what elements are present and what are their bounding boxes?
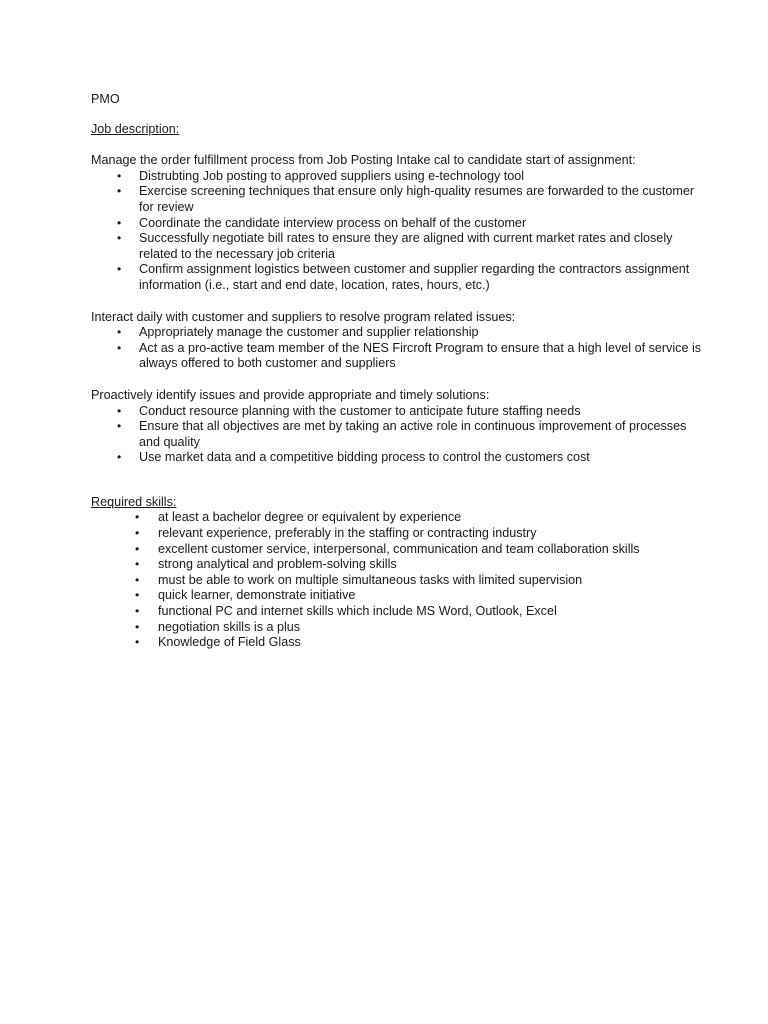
list-item-text: quick learner, demonstrate initiative <box>158 588 356 603</box>
bullet-icon: • <box>135 557 140 572</box>
list-item <box>91 325 708 341</box>
list-item-text: negotiation skills is a plus <box>158 619 301 634</box>
list-item-text: Conduct resource planning with the customer to anticipate future staffing needs <box>139 403 581 418</box>
bullet-icon: • <box>117 325 122 340</box>
list-item-text: Knowledge of Field Glass <box>158 635 301 650</box>
list-item <box>91 620 708 636</box>
list-item-text: at least a bachelor degree or equivalent by experience <box>158 510 462 525</box>
list-item-text: excellent customer service, interpersonal, communication and team collaboration skills <box>158 541 640 556</box>
bullet-icon: • <box>135 572 140 587</box>
list-item <box>91 169 708 185</box>
list-item-text: Use market data and a competitive bidding process to control the customers cost <box>139 450 590 465</box>
section-order-fulfillment <box>91 153 708 293</box>
bullet-icon: • <box>117 262 122 277</box>
required-skills-heading: Required skills: <box>91 494 177 509</box>
section-proactive-solutions <box>91 388 708 466</box>
job-description-heading: Job description: <box>91 121 180 136</box>
list-item-text: must be able to work on multiple simultaneous tasks with limited supervision <box>158 572 583 587</box>
list-item <box>91 573 708 589</box>
list-item <box>91 231 708 262</box>
list-item-text: Act as a pro-active team member of the NES Fircroft Program to ensure that a high level of service is always offered to both customer and suppliers <box>139 340 702 371</box>
list-item-text: Exercise screening techniques that ensure only high-quality resumes are forwarded to the customer for review <box>139 184 695 214</box>
bullet-icon: • <box>135 541 140 556</box>
list-item <box>91 216 708 232</box>
section-intro: Interact daily with customer and suppliers to resolve program related issues: <box>91 309 516 324</box>
bullet-icon: • <box>135 635 140 650</box>
bullet-icon: • <box>117 403 122 418</box>
section-intro: Manage the order fulfillment process from Job Posting Intake cal to candidate start of assignment: <box>91 153 636 168</box>
bullet-icon: • <box>135 619 140 634</box>
bullet-icon: • <box>117 231 122 246</box>
section-daily-interaction <box>91 310 708 372</box>
list-item-text: Ensure that all objectives are met by taking an active role in continuous improvement of processes and quality <box>139 419 687 449</box>
document-title: PMO <box>91 92 120 106</box>
list-item <box>91 419 708 450</box>
list-item-text: relevant experience, preferably in the staffing or contracting industry <box>158 526 537 541</box>
list-item-text: Successfully negotiate bill rates to ensure they are aligned with current market rates and closely related to the necessary job criteria <box>139 231 673 261</box>
bullet-icon: • <box>117 419 122 434</box>
list-item <box>91 526 708 542</box>
bullet-icon: • <box>117 215 122 230</box>
list-item <box>91 588 708 604</box>
list-item-text: Distrubting Job posting to approved suppliers using e-technology tool <box>139 168 525 183</box>
bullet-list <box>91 325 708 372</box>
list-item-text: Coordinate the candidate interview process on behalf of the customer <box>139 215 527 230</box>
section-intro: Proactively identify issues and provide appropriate and timely solutions: <box>91 387 490 402</box>
list-item <box>91 604 708 620</box>
bullet-icon: • <box>117 340 122 355</box>
section-required-skills <box>91 495 708 651</box>
list-item <box>91 510 708 526</box>
bullet-icon: • <box>117 450 122 465</box>
list-item-text: Confirm assignment logistics between customer and supplier regarding the contractors assignment information (i.e., start and end date, location, rates, hours, etc.) <box>139 262 690 292</box>
list-item-text: Appropriately manage the customer and supplier relationship <box>139 325 479 340</box>
bullet-list <box>91 169 708 294</box>
bullet-icon: • <box>135 510 140 525</box>
list-item <box>91 557 708 573</box>
list-item <box>91 450 708 466</box>
bullet-icon: • <box>117 168 122 183</box>
list-item <box>91 341 708 372</box>
bullet-icon: • <box>135 604 140 619</box>
list-item <box>91 184 708 215</box>
bullet-list <box>91 404 708 466</box>
list-item-text: strong analytical and problem-solving skills <box>158 557 397 572</box>
list-item <box>91 262 708 293</box>
list-item <box>91 404 708 420</box>
bullet-icon: • <box>135 588 140 603</box>
list-item <box>91 542 708 558</box>
bullet-icon: • <box>135 526 140 541</box>
skills-list <box>91 510 708 650</box>
bullet-icon: • <box>117 184 122 199</box>
list-item-text: functional PC and internet skills which include MS Word, Outlook, Excel <box>158 604 557 619</box>
list-item <box>91 635 708 651</box>
